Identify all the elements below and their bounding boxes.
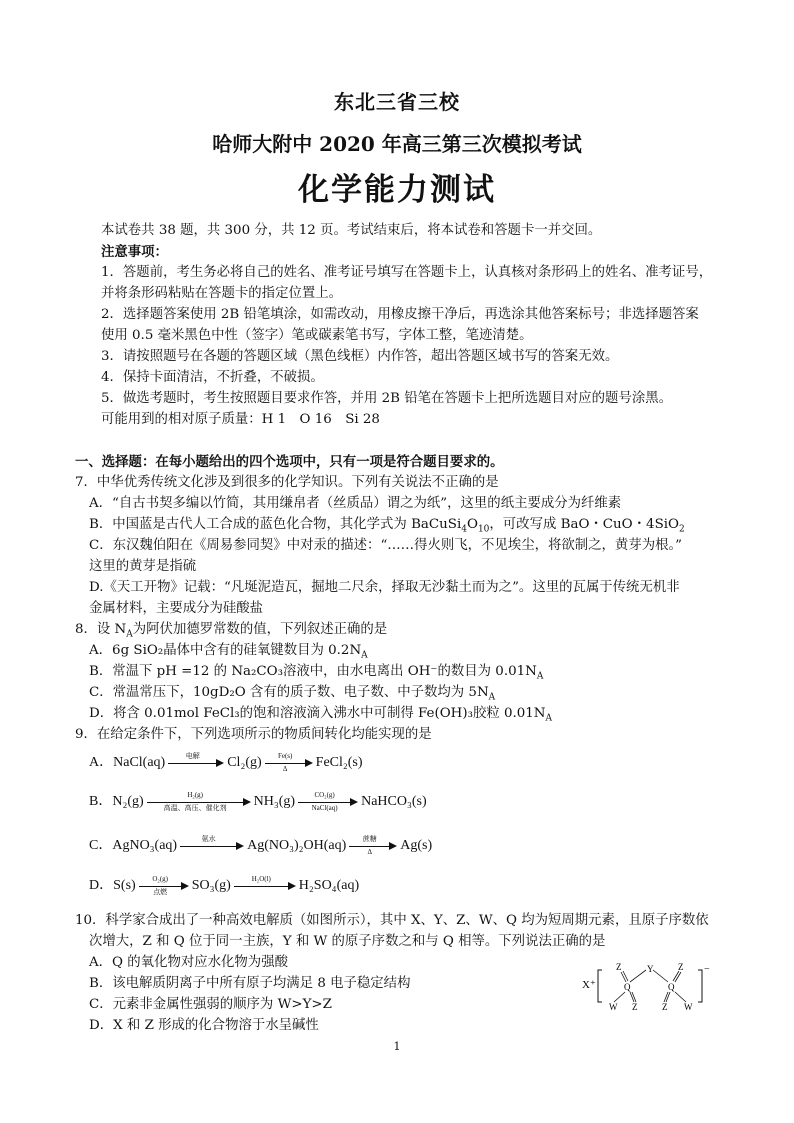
- q7-option-d-cont: 金属材料，主要成分为硅酸盐: [89, 601, 264, 616]
- note-2a: 2．选择题答案使用 2B 铅笔填涂，如需改动，用橡皮擦干净后，再选涂其他答案标号；非选择题答案: [101, 307, 699, 322]
- q7-option-d: D.《天工开物》记载：“凡埏泥造瓦，掘地二尺余，择取无沙黏土而为之”。这里的瓦属于传统无机非: [89, 580, 680, 595]
- note-5: 5．做选考题时，考生按照题目要求作答，并用 2B 铅笔在答题卡上把所选题目对应的题号涂黑。: [101, 391, 673, 406]
- q9-option-a: A．NaCl(aq) 电解 Cl₂(g) $\frac{Fe(s)}{\Delta}$ FeCl₂(s): [89, 752, 363, 773]
- q8-option-b: B．常温下 pH =12 的 Na₂CO₃溶液中，由水电离出 OH⁻的数目为 $0.01N_A$: [89, 664, 544, 682]
- notes-title: 注意事项：: [101, 244, 168, 260]
- reaction-arrow: 蔗糖 Δ: [349, 836, 397, 856]
- q8-option-d: D．将含 0.01mol FeCl₃的饱和溶液滴入沸水中可制得 Fe(OH)₃胶粒 $0.01N_A$: [89, 706, 553, 724]
- note-1a: 1．答题前，考生务必将自己的姓名、准考证号填写在答题卡上，认真核对条形码上的姓名、准考证号，: [101, 265, 713, 280]
- atom-w-left: W: [609, 1002, 618, 1012]
- q10-stem-cont: 次增大，Z 和 Q 位于同一主族，Y 和 W 的原子序数之和与 Q 相等。下列说法正确的是: [89, 934, 606, 949]
- note-4: 4．保持卡面清洁，不折叠，不破损。: [101, 370, 324, 385]
- electrolyte-structure-figure: [582, 958, 712, 1014]
- atom-z-bottom-right: Z: [662, 1002, 668, 1012]
- reaction-arrow: $\frac{Fe(s)}{\Delta}$: [265, 753, 313, 773]
- q8-stem: 8．设 $N_A$为阿伏加德罗常数的值，下列叙述正确的是: [75, 622, 388, 640]
- reaction-arrow: 氨水: [180, 836, 244, 856]
- page-number: 1: [393, 1040, 401, 1053]
- q9-option-c: C．AgNO₃(aq) 氨水 Ag(NO₃)₂OH(aq) 蔗糖 Δ Ag(s): [89, 835, 433, 856]
- atom-y: Y: [647, 964, 654, 974]
- atom-q-left: Q: [624, 982, 631, 992]
- note-2b: 使用 0.5 毫米黑色中性（签字）笔或碳素笔书写，字体工整，笔迹清楚。: [101, 328, 533, 343]
- note-1b: 并将条形码粘贴在答题卡的指定位置上。: [101, 286, 343, 301]
- reaction-arrow: CO₂(g) NaCl(aq): [298, 792, 358, 812]
- q10-stem: 10．科学家合成出了一种高效电解质（如图所示），其中 X、Y、Z、W、Q 均为短周期元素，且原子序数依: [75, 913, 709, 928]
- q10-option-b: B．该电解质阴离子中所有原子均满足 8 电子稳定结构: [89, 976, 411, 991]
- atomic-masses: 可能用到的相对原子质量：H 1 O 16 Si 28: [101, 412, 380, 427]
- q9-option-b: B．N₂(g) H₂(g) 高温、高压、催化剂 NH₃(g) CO₂(g) NaCl(aq) NaHCO₃(s): [89, 791, 427, 812]
- exam-title: 哈师大附中 2020 年高三第三次模拟考试: [212, 132, 582, 156]
- school-name: 东北三省三校: [334, 90, 460, 114]
- note-3: 3．请按照题号在各题的答题区域（黑色线框）内作答，超出答题区域书写的答案无效。: [101, 349, 619, 364]
- subject-title: 化学能力测试: [298, 172, 496, 208]
- atom-z-top-right: Z: [678, 962, 684, 972]
- q7-stem: 7．中华优秀传统文化涉及到很多的化学知识。下列有关说法不正确的是: [75, 475, 499, 490]
- reaction-arrow: H₂O(l): [234, 876, 296, 896]
- reaction-arrow: 电解: [168, 753, 224, 773]
- q8-option-c: C．常温常压下，10gD₂O 含有的质子数、电子数、中子数均为 $5N_A$: [89, 685, 496, 703]
- q7-option-a: A．“自古书契多编以竹简，其用缣帛者（丝质品）谓之为纸”，这里的纸主要成分为纤维素: [89, 496, 622, 511]
- q7-option-b: B．中国蓝是古代人工合成的蓝色化合物，其化学式为 $BaCuSi_4O_{10}$，可改写成 BaO・CuO・4SiO$_2$: [89, 517, 685, 535]
- q9-option-d: D．S(s) O₂(g) 点燃 SO₃(g) H₂O(l) H₂SO₄(aq): [89, 875, 360, 896]
- atom-w-right: W: [684, 1002, 693, 1012]
- reaction-arrow: O₂(g) 点燃: [139, 876, 189, 896]
- cation-label: X⁺: [582, 979, 596, 991]
- q10-option-a: A．Q 的氧化物对应水化物为强酸: [89, 955, 288, 970]
- reaction-arrow: H₂(g) 高温、高压、催化剂: [147, 792, 251, 812]
- q9-stem: 9．在给定条件下，下列选项所示的物质间转化均能实现的是: [75, 727, 432, 742]
- intro-line: 本试卷共 38 题，共 300 分，共 12 页。考试结束后，将本试卷和答题卡一并交回。: [101, 223, 602, 238]
- q10-option-d: D．X 和 Z 形成的化合物溶于水呈碱性: [89, 1018, 319, 1033]
- atom-q-right: Q: [668, 982, 675, 992]
- atom-z-bottom-left: Z: [632, 1002, 638, 1012]
- section-heading: 一、选择题：在每小题给出的四个选项中，只有一项是符合题目要求的。: [75, 454, 504, 470]
- q7-option-c-cont: 这里的黄芽是指硫: [89, 559, 197, 574]
- q10-option-c: C．元素非金属性强弱的顺序为 W>Y>Z: [89, 997, 332, 1012]
- q8-option-a: A．6g SiO₂晶体中含有的硅氧键数目为 $0.2N_A$: [89, 643, 368, 661]
- atom-z-top-left: Z: [616, 962, 622, 972]
- q7-option-c: C．东汉魏伯阳在《周易参同契》中对汞的描述：“……得火则飞，不见埃尘，将欲制之，黄芽为根。”: [89, 538, 683, 553]
- charge-label: −: [704, 964, 710, 975]
